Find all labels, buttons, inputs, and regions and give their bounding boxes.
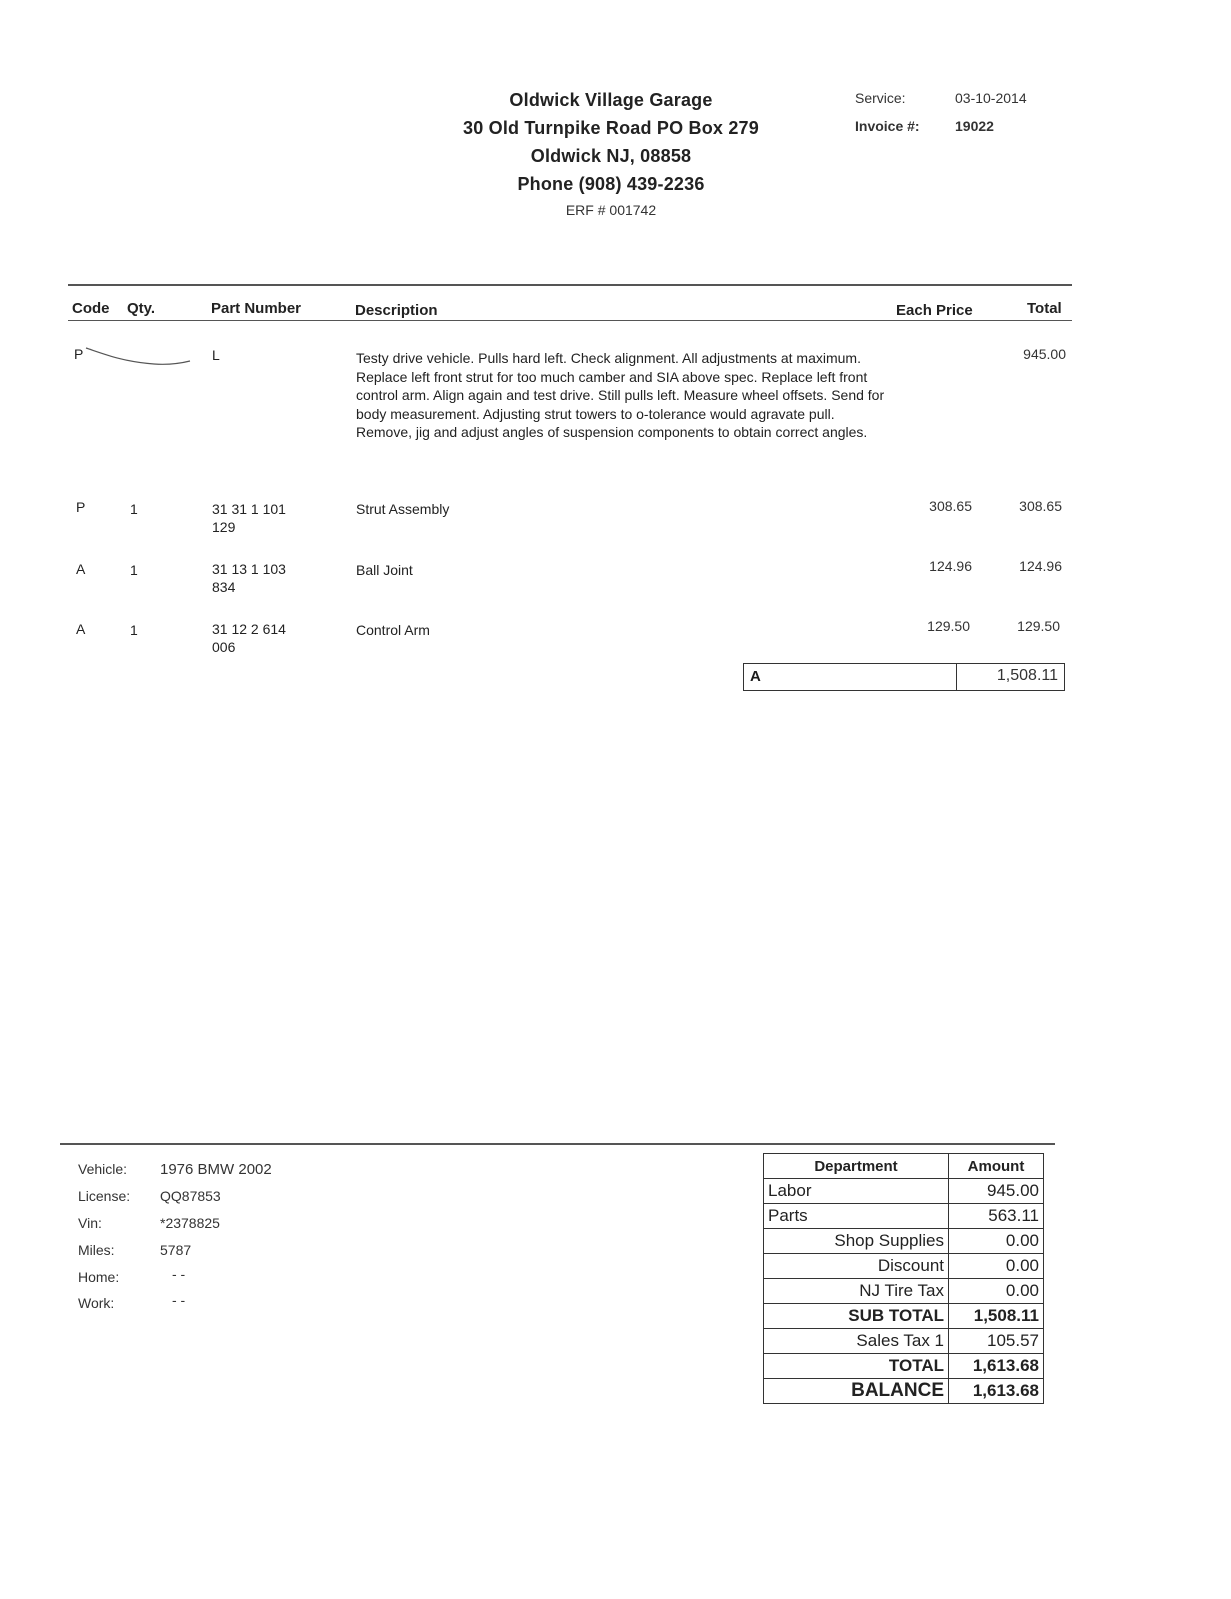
totals-amount: 0.00 bbox=[949, 1254, 1044, 1279]
home-label: Home: bbox=[78, 1269, 120, 1285]
subtotal-amount: 1,508.11 bbox=[996, 667, 1058, 684]
item-code: P bbox=[76, 499, 86, 515]
header-rule-top bbox=[68, 284, 1072, 286]
totals-row-parts bbox=[764, 1204, 1044, 1229]
invoice-label: Invoice #: bbox=[855, 118, 920, 134]
col-total: Total bbox=[1027, 300, 1062, 317]
work-label: Work: bbox=[78, 1295, 115, 1311]
item-code: A bbox=[76, 621, 86, 637]
totals-row-shop-supplies bbox=[764, 1229, 1044, 1254]
totals-row-labor bbox=[764, 1179, 1044, 1204]
footer-rule bbox=[60, 1143, 1055, 1145]
item-description: Strut Assembly bbox=[356, 501, 450, 517]
item-qty: 1 bbox=[130, 562, 138, 578]
vehicle-label: Vehicle: bbox=[78, 1161, 128, 1177]
item-total: 945.00 bbox=[1023, 346, 1066, 362]
totals-header-row bbox=[764, 1154, 1044, 1179]
garage-address: 30 Old Turnpike Road PO Box 279 bbox=[463, 118, 759, 138]
totals-table bbox=[763, 1153, 1044, 1404]
totals-amount: 1,613.68 bbox=[949, 1354, 1044, 1379]
totals-amount: 1,508.11 bbox=[949, 1304, 1044, 1329]
item-total: 129.50 bbox=[1017, 618, 1060, 634]
vin-label: Vin: bbox=[78, 1215, 102, 1231]
items-subtotal-box bbox=[743, 663, 1065, 691]
vin-value: *2378825 bbox=[160, 1215, 220, 1231]
license-label: License: bbox=[78, 1188, 131, 1204]
totals-row-discount bbox=[764, 1254, 1044, 1279]
totals-label: SUB TOTAL bbox=[764, 1304, 949, 1329]
item-each-price: 124.96 bbox=[929, 558, 972, 574]
totals-row-sales-tax bbox=[764, 1329, 1044, 1354]
item-total: 308.65 bbox=[1019, 498, 1062, 514]
item-total: 124.96 bbox=[1019, 558, 1062, 574]
col-part-number: Part Number bbox=[211, 300, 302, 317]
miles-value: 5787 bbox=[160, 1242, 192, 1258]
totals-row-total bbox=[764, 1354, 1044, 1379]
amount-header: Amount bbox=[949, 1154, 1044, 1179]
totals-row-sub-total bbox=[764, 1304, 1044, 1329]
item-code: P bbox=[74, 346, 84, 362]
header-rule-bottom bbox=[68, 320, 1072, 321]
pen-stroke-mark bbox=[84, 344, 194, 366]
erf-number: ERF # 001742 bbox=[565, 202, 657, 218]
subtotal-divider bbox=[956, 664, 957, 690]
invoice-number: 19022 bbox=[955, 118, 994, 134]
service-label: Service: bbox=[855, 90, 906, 106]
totals-label: Sales Tax 1 bbox=[764, 1329, 949, 1354]
item-qty: 1 bbox=[130, 622, 138, 638]
totals-label: Discount bbox=[764, 1254, 949, 1279]
miles-label: Miles: bbox=[78, 1242, 115, 1258]
item-description: Control Arm bbox=[356, 622, 430, 638]
item-part-number: 31 13 1 103 834 bbox=[212, 561, 286, 595]
totals-row-nj-tire-tax bbox=[764, 1279, 1044, 1304]
totals-row-balance bbox=[764, 1379, 1044, 1404]
totals-label: Labor bbox=[764, 1179, 949, 1204]
col-description: Description bbox=[355, 302, 438, 319]
garage-phone: Phone (908) 439-2236 bbox=[517, 174, 705, 194]
totals-amount: 1,613.68 bbox=[949, 1379, 1044, 1404]
department-header: Department bbox=[764, 1154, 949, 1179]
subtotal-code: A bbox=[750, 668, 761, 685]
col-code: Code bbox=[72, 300, 110, 317]
totals-amount: 0.00 bbox=[949, 1229, 1044, 1254]
license-value: QQ87853 bbox=[160, 1188, 221, 1204]
totals-label: Shop Supplies bbox=[764, 1229, 949, 1254]
garage-city: Oldwick NJ, 08858 bbox=[530, 146, 692, 166]
item-each-price: 308.65 bbox=[929, 498, 972, 514]
home-value: - - bbox=[172, 1266, 186, 1282]
item-description: Testy drive vehicle. Pulls hard left. Check alignment. All adjustments at maximum. Replace left front strut for too much camber and SIA above spec. Replace left front control arm. Align again and test drive. Still pulls left. Measure wheel offsets. Send for body measurement. Adjusting strut towers to o-tolerance would agravate pull. Remove, jig and adjust angles of suspension components to obtain correct angles. bbox=[356, 350, 885, 440]
totals-label: NJ Tire Tax bbox=[764, 1279, 949, 1304]
totals-label: Parts bbox=[764, 1204, 949, 1229]
item-each-price: 129.50 bbox=[927, 618, 970, 634]
item-code: A bbox=[76, 561, 86, 577]
item-qty: 1 bbox=[130, 501, 138, 517]
totals-amount: 105.57 bbox=[949, 1329, 1044, 1354]
item-part-number: 31 12 2 614 006 bbox=[212, 621, 286, 655]
item-description: Ball Joint bbox=[356, 562, 413, 578]
totals-amount: 0.00 bbox=[949, 1279, 1044, 1304]
col-each-price: Each Price bbox=[896, 302, 973, 319]
service-date: 03-10-2014 bbox=[955, 90, 1027, 106]
totals-amount: 563.11 bbox=[949, 1204, 1044, 1229]
col-qty: Qty. bbox=[127, 300, 156, 317]
totals-amount: 945.00 bbox=[949, 1179, 1044, 1204]
garage-name: Oldwick Village Garage bbox=[509, 90, 713, 110]
item-part-number: 31 31 1 101 129 bbox=[212, 501, 286, 535]
totals-label: BALANCE bbox=[764, 1379, 949, 1404]
vehicle-value: 1976 BMW 2002 bbox=[160, 1161, 272, 1178]
item-part-number: L bbox=[212, 347, 220, 363]
totals-label: TOTAL bbox=[764, 1354, 949, 1379]
work-value: - - bbox=[172, 1292, 186, 1308]
